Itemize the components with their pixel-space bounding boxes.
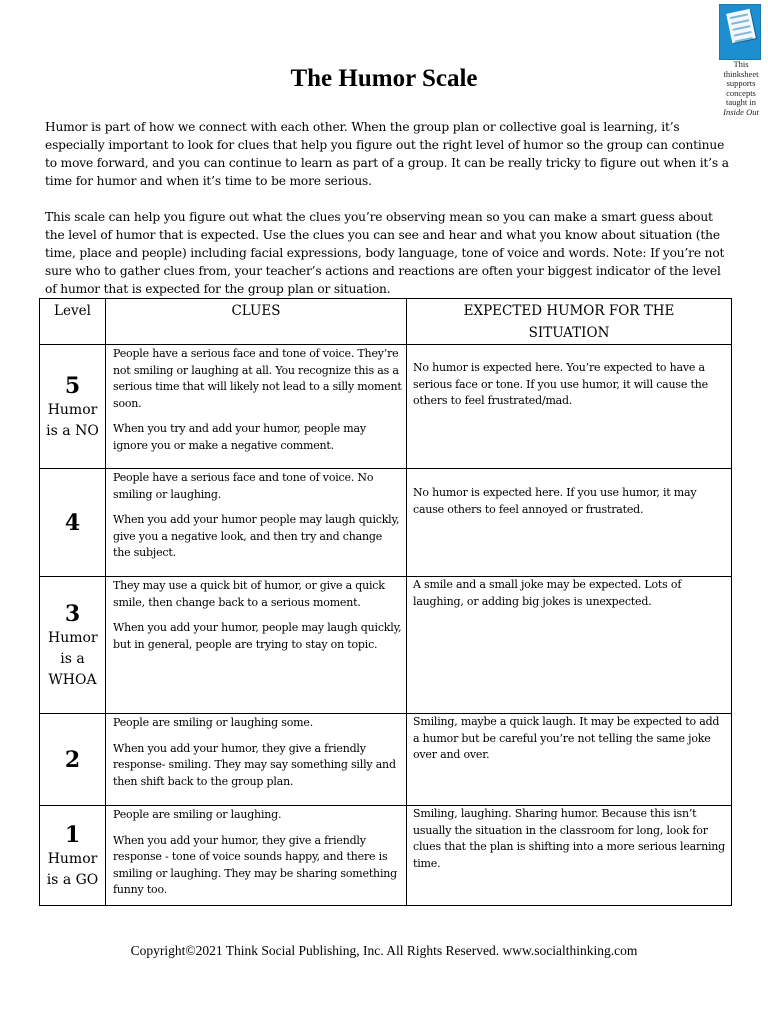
expected-text: No humor is expected here. If you use humor, it may cause others to feel annoyed or frustrated. (413, 486, 697, 516)
intro-paragraph-1: Humor is part of how we connect with each other. When the group plan or collective goal is learning, it’s especially important to look for clues that help you figure out the right level of humor so the group can continue to move forward, and you can continue to learn as part of a group. It can be really tricky to figure out when it’s a time for humor and when it’s time to be more serious. (45, 120, 729, 188)
level-number: 4 (64, 509, 81, 536)
note-line: taught in (726, 97, 756, 107)
clue-text: People are smiling or laughing some. (113, 716, 313, 729)
clue-text: When you try and add your humor, people may ignore you or make a negative comment. (113, 422, 366, 452)
expected-text: Smiling, laughing. Sharing humor. Because this isn’t usually the situation in the classroom for long, look for clues that the plan is shifting into a more serious learning time. (413, 807, 726, 870)
note-line: supports (726, 78, 756, 88)
clues-cell (106, 469, 407, 577)
clue-text: People have a serious face and tone of voice. They’re not smiling or laughing at all. You recognize this as a serious time that will likely not lead to a silly moment soon. (113, 347, 402, 410)
header-expected: EXPECTED HUMOR FOR THE SITUATION (407, 299, 732, 345)
expected-cell (407, 469, 732, 577)
note-line: concepts (726, 87, 756, 98)
table-row (40, 469, 732, 577)
header-level: Level (40, 299, 106, 345)
header-clues: CLUES (106, 299, 407, 345)
expected-text: Smiling, maybe a quick laugh. It may be expected to add a humor but be careful you’re not telling the same joke over and over. (413, 715, 720, 762)
level-cell (40, 577, 106, 714)
table-row (40, 577, 732, 714)
expected-cell (407, 714, 732, 806)
level-cell (40, 714, 106, 806)
expected-cell (407, 345, 732, 469)
clue-text: They may use a quick bit of humor, or give a quick smile, then change back to a serious moment. (113, 579, 385, 609)
expected-text: A smile and a small joke may be expected. Lots of laughing, or adding big jokes is unexpected. (413, 578, 682, 608)
level-number: 3 (64, 600, 81, 627)
expected-cell (407, 577, 732, 714)
book-cover-thumbnail (719, 4, 761, 60)
level-label: Humor is a WHOA (48, 629, 98, 688)
clue-text: When you add your humor people may laugh quickly, give you a negative look, and then try and change the subject. (113, 513, 400, 560)
note-line: This (733, 59, 749, 69)
expected-cell (407, 806, 732, 906)
clues-cell (106, 806, 407, 906)
table-row (40, 806, 732, 906)
clue-text: People are smiling or laughing. (113, 808, 282, 821)
level-number: 1 (64, 821, 81, 848)
page-title: The Humor Scale (290, 65, 478, 92)
book-title: Inside Out (723, 106, 759, 117)
expected-text: No humor is expected here. You’re expected to have a serious face or tone. If you use humor, it will cause the others to feel frustrated/mad. (413, 361, 708, 408)
clues-cell (106, 345, 407, 469)
clue-text: People have a serious face and tone of voice. No smiling or laughing. (113, 471, 374, 501)
table-row (40, 345, 732, 469)
level-cell (40, 469, 106, 577)
level-label: Humor is a GO (46, 850, 99, 888)
level-number: 5 (64, 372, 81, 399)
clue-text: When you add your humor, people may laugh quickly, but in general, people are trying to stay on topic. (113, 621, 402, 651)
level-cell (40, 345, 106, 469)
note-line: thinksheet (723, 68, 759, 79)
copyright-footer: Copyright©2021 Think Social Publishing, Inc. All Rights Reserved. www.socialthinking.com (130, 943, 638, 958)
humor-scale-table (39, 298, 732, 906)
intro-paragraph-2: This scale can help you figure out what the clues you’re observing mean so you can make a smart guess about the level of humor that is expected. Use the clues you can see and hear and what you know about situation (the time, place and people) including facial expressions, body language, tone of voice and words. Note: If you’re not sure who to gather clues from, your teacher’s actions and reactions are often your biggest indicator of the level of humor that is expected for the group plan or situation. (45, 210, 725, 296)
level-cell (40, 806, 106, 906)
table-row (40, 714, 732, 806)
clues-cell (106, 714, 407, 806)
clue-text: When you add your humor, they give a friendly response- smiling. They may say something silly and then shift back to the group plan. (113, 741, 396, 788)
level-number: 2 (64, 746, 81, 773)
clue-text: When you add your humor, they give a friendly response - tone of voice sounds happy, and there is smiling or laughing. They may be sharing something funny too. (113, 833, 397, 897)
level-label: Humor is a NO (46, 401, 99, 439)
clues-cell (106, 577, 407, 714)
